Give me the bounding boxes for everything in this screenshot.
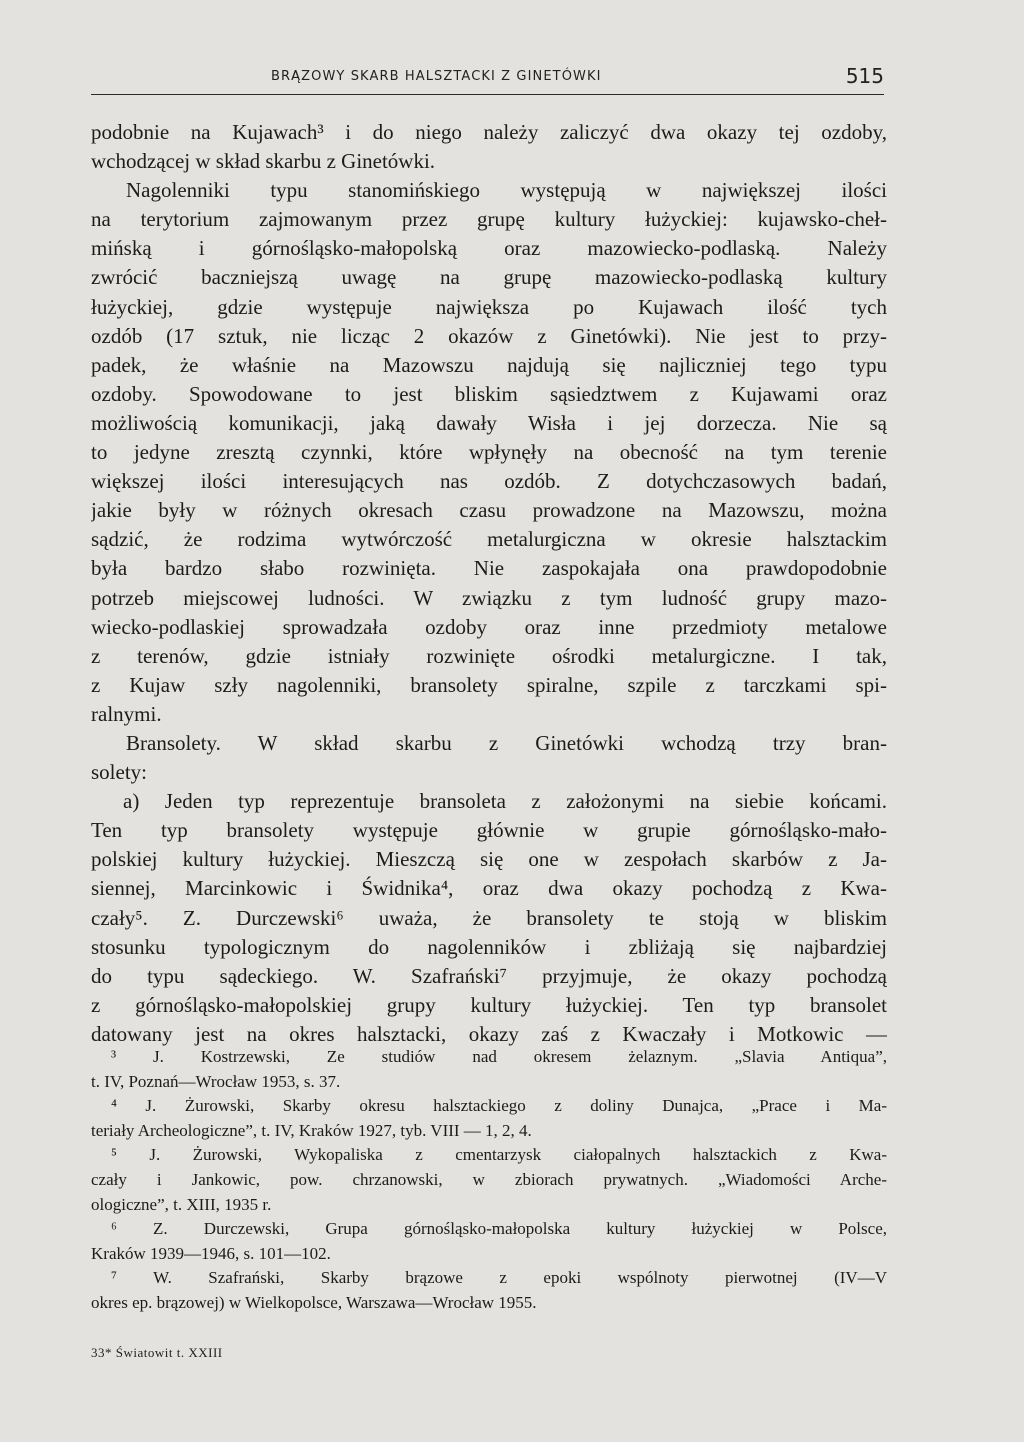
body-line: jakie były w różnych okresach czasu prowadzone na Mazowszu, można [91, 498, 887, 523]
body-line: potrzeb miejscowej ludności. W związku z tym ludność grupy mazo- [91, 585, 887, 610]
body-line: była bardzo słabo rozwinięta. Nie zaspokajała ona prawdopodobnie [91, 556, 887, 581]
body-line: to jedyne zresztą czynnki, które wpłynęły na obecność na tym terenie [91, 440, 887, 465]
page-header [91, 64, 884, 95]
body-line: mińską i górnośląsko-małopolską oraz mazowiecko-podlaską. Należy [91, 236, 887, 261]
footnote-line: ³ J. Kostrzewski, Ze studiów nad okresem żelaznym. „Slavia Antiqua”, [111, 1047, 887, 1066]
body-line: na terytorium zajmowanym przez grupę kultury łużyckiej: kujawsko-cheł- [91, 207, 887, 232]
running-title: BRĄZOWY SKARB HALSZTACKI Z GINETÓWKI [271, 69, 602, 84]
body-line: ozdób (17 sztuk, nie licząc 2 okazów z Ginetówki). Nie jest to przy- [91, 323, 887, 348]
body-line: a) Jeden typ reprezentuje bransoleta z założonymi na siebie końcami. [123, 789, 887, 814]
footnote-line: ⁴ J. Żurowski, Skarby okresu halsztackiego z doliny Dunajca, „Prace i Ma- [111, 1096, 887, 1116]
body-line: podobnie na Kujawach³ i do niego należy zaliczyć dwa okazy tej ozdoby, [91, 120, 887, 144]
body-line: do typu sądeckiego. W. Szafrański⁷ przyjmuje, że okazy pochodzą [91, 963, 887, 988]
footnote-line: okres ep. brązowej) w Wielkopolsce, Warszawa—Wrocław 1955. [91, 1292, 537, 1312]
body-line: ralnymi. [91, 701, 162, 726]
body-line: wiecko-podlaskiej sprowadzała ozdoby oraz inne przedmioty metalowe [91, 614, 887, 639]
page-number: 515 [845, 64, 884, 88]
body-text [91, 118, 887, 1049]
body-line: wchodzącej w skład skarbu z Ginetówki. [91, 149, 436, 174]
body-line: stosunku typologicznym do nagolenników i zbliżają się najbardziej [91, 934, 887, 959]
body-line: Ten typ bransolety występuje głównie w grupie górnośląsko-mało- [91, 818, 887, 843]
footnotes [91, 1045, 887, 1316]
body-line: zwrócić baczniejszą uwagę na grupę mazowiecko-podlaską kultury [91, 265, 887, 290]
body-line: z górnośląsko-małopolskiej grupy kultury łużyckiej. Ten typ bransolet [91, 992, 887, 1017]
body-line: padek, że właśnie na Mazowszu najdują się najliczniej tego typu [91, 352, 887, 377]
body-line: możliwością komunikacji, jaką dawały Wisła i jej dorzecza. Nie są [91, 410, 887, 435]
body-line: Bransolety. W skład skarbu z Ginetówki wchodzą trzy bran- [126, 730, 887, 755]
body-line: polskiej kultury łużyckiej. Mieszczą się one w zespołach skarbów z Ja- [91, 847, 887, 872]
footnote-line: ⁶ Z. Durczewski, Grupa górnośląsko-małopolska kultury łużyckiej w Polsce, [111, 1219, 887, 1239]
footnote-line: ologiczne”, t. XIII, 1935 r. [91, 1194, 272, 1214]
body-line: większej ilości interesujących nas ozdób. Z dotychczasowych badań, [91, 469, 887, 494]
footnote-line: ⁷ W. Szafrański, Skarby brązowe z epoki wspólnoty pierwotnej (IV—V [111, 1268, 887, 1288]
printer-signature: 33* Światowit t. XXIII [91, 1345, 223, 1360]
body-line: z terenów, gdzie istniały rozwinięte ośrodki metalurgiczne. I tak, [91, 643, 887, 668]
footnote-line: teriały Archeologiczne”, t. IV, Kraków 1927, tyb. VIII — 1, 2, 4. [91, 1120, 532, 1140]
body-line: solety: [91, 760, 147, 785]
body-line: Nagolenniki typu stanomińskiego występują w największej ilości [126, 178, 887, 203]
body-line: sądzić, że rodzima wytwórczość metalurgiczna w okresie halsztackim [91, 527, 887, 552]
footnote-line: ⁵ J. Żurowski, Wykopaliska z cmentarzysk ciałopalnych halsztackich z Kwa- [111, 1145, 887, 1165]
footnote-line: Kraków 1939—1946, s. 101—102. [91, 1243, 331, 1263]
body-line: ozdoby. Spowodowane to jest bliskim sąsiedztwem z Kujawami oraz [91, 381, 887, 406]
body-line: datowany jest na okres halsztacki, okazy zaś z Kwaczały i Motkowic — [91, 1021, 887, 1046]
body-line: siennej, Marcinkowic i Świdnika⁴, oraz dwa okazy pochodzą z Kwa- [91, 876, 887, 901]
body-line: czały⁵. Z. Durczewski⁶ uważa, że bransolety te stoją w bliskim [91, 905, 887, 930]
body-line: łużyckiej, gdzie występuje największa po Kujawach ilość tych [91, 294, 887, 319]
footnote-line: t. IV, Poznań—Wrocław 1953, s. 37. [91, 1071, 341, 1091]
footnote-line: czały i Jankowic, pow. chrzanowski, w zbiorach prywatnych. „Wiadomości Arche- [91, 1169, 887, 1189]
body-line: z Kujaw szły nagolenniki, bransolety spiralne, szpile z tarczkami spi- [91, 672, 887, 697]
